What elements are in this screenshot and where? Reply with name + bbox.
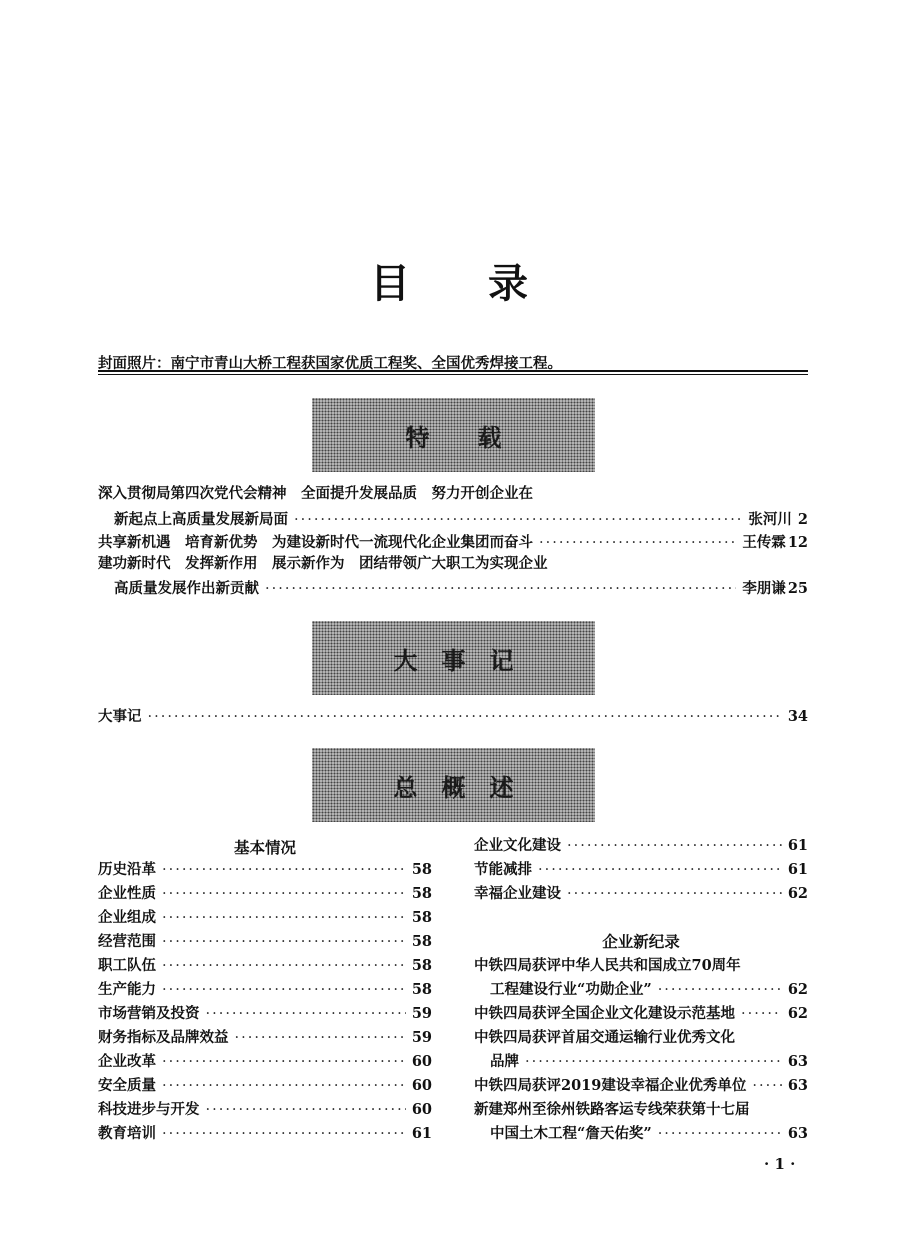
leader-dots	[658, 982, 782, 998]
toc-list-right-top	[474, 834, 808, 906]
toc-entry[interactable]	[98, 1122, 432, 1146]
toc-entry[interactable]	[98, 858, 432, 882]
toc-entry-page: 61	[787, 861, 808, 878]
toc-entry-label: 职工队伍	[98, 957, 156, 974]
leader-dots	[162, 862, 406, 878]
toc-entry-page: 63	[787, 1077, 808, 1094]
toc-entry-label: 财务指标及品牌效益	[98, 1029, 229, 1046]
divider	[98, 370, 808, 372]
leader-dots	[525, 1054, 782, 1070]
toc-entry[interactable]	[474, 882, 808, 906]
toc-entry-page: 58	[411, 981, 432, 998]
toc-list-left	[98, 858, 432, 1146]
page-title: 目录	[370, 260, 606, 307]
toc-entry-page: 60	[411, 1101, 432, 1118]
toc-entry[interactable]	[98, 1002, 432, 1026]
toc-entry-label: 经营范围	[98, 933, 156, 950]
toc-entry-label: 企业性质	[98, 885, 156, 902]
toc-entry-label: 新起点上高质量发展新局面	[114, 511, 288, 528]
leader-dots	[567, 886, 782, 902]
toc-entry-page: 34	[787, 708, 808, 725]
toc-entry-label: 生产能力	[98, 981, 156, 998]
toc-entry-page: 12	[787, 534, 808, 551]
toc-entry-label: 工程建设行业“功勋企业”	[490, 981, 652, 998]
toc-entry[interactable]	[114, 508, 808, 532]
leader-dots	[162, 982, 406, 998]
leader-dots	[235, 1030, 406, 1046]
leader-dots	[265, 581, 736, 597]
toc-entry[interactable]	[474, 1074, 808, 1098]
leader-dots	[752, 1078, 781, 1094]
leader-dots	[162, 1126, 406, 1142]
toc-entry-label: 企业改革	[98, 1053, 156, 1070]
toc-entry-author: 李朋谦	[742, 580, 786, 597]
toc-entry[interactable]	[98, 705, 808, 729]
toc-entry[interactable]	[474, 834, 808, 858]
toc-entry[interactable]	[114, 577, 808, 601]
cover-caption: 封面照片：南宁市青山大桥工程获国家优质工程奖、全国优秀焊接工程。	[98, 355, 562, 372]
column-heading: 基本情况	[233, 838, 296, 857]
toc-entry-line[interactable]: 中铁四局获评中华人民共和国成立70周年	[474, 957, 741, 974]
toc-entry-page: 59	[411, 1029, 432, 1046]
leader-dots	[162, 886, 406, 902]
section-title: 特 载	[405, 422, 502, 452]
toc-entry-page: 61	[787, 837, 808, 854]
section-title: 总 概 述	[393, 772, 514, 802]
toc-entry-page: 61	[411, 1125, 432, 1142]
toc-entry-label: 中铁四局获评全国企业文化建设示范基地	[474, 1005, 735, 1022]
toc-entry-page: 59	[411, 1005, 432, 1022]
toc-entry-line[interactable]: 新建郑州至徐州铁路客运专线荣获第十七届	[474, 1101, 750, 1118]
toc-entry-line[interactable]: 建功新时代 发挥新作用 展示新作为 团结带领广大职工为实现企业	[98, 555, 548, 572]
leader-dots	[206, 1102, 406, 1118]
toc-entry[interactable]	[98, 1050, 432, 1074]
toc-entry[interactable]	[98, 1026, 432, 1050]
toc-entry-line[interactable]: 深入贯彻局第四次党代会精神 全面提升发展品质 努力开创企业在	[98, 485, 533, 502]
leader-dots	[148, 709, 782, 725]
leader-dots	[162, 958, 406, 974]
toc-entry-page: 63	[787, 1053, 808, 1070]
toc-entry-label: 历史沿革	[98, 861, 156, 878]
toc-entry-label: 中铁四局获评2019建设幸福企业优秀单位	[474, 1077, 747, 1094]
toc-entry-line[interactable]: 中铁四局获评首届交通运输行业优秀文化	[474, 1029, 735, 1046]
toc-entry-page: 25	[787, 580, 808, 597]
leader-dots	[162, 1078, 406, 1094]
toc-entry-label: 品牌	[490, 1053, 519, 1070]
toc-entry[interactable]	[98, 954, 432, 978]
toc-entry-page: 58	[411, 909, 432, 926]
toc-entry-label: 科技进步与开发	[98, 1101, 200, 1118]
toc-entry-page: 58	[411, 861, 432, 878]
toc-entry[interactable]	[490, 978, 808, 1002]
toc-entry-page: 60	[411, 1053, 432, 1070]
toc-entry[interactable]	[98, 978, 432, 1002]
leader-dots	[162, 1054, 406, 1070]
leader-dots	[162, 910, 406, 926]
section-banner-special	[312, 398, 595, 472]
toc-entry-label: 节能减排	[474, 861, 532, 878]
leader-dots	[567, 838, 782, 854]
toc-entry-label: 幸福企业建设	[474, 885, 561, 902]
leader-dots	[162, 934, 406, 950]
toc-entry[interactable]	[98, 906, 432, 930]
section-title: 大 事 记	[393, 645, 514, 675]
toc-entry-page: 62	[787, 1005, 808, 1022]
leader-dots	[658, 1126, 782, 1142]
leader-dots	[538, 862, 782, 878]
toc-entry-page: 58	[411, 957, 432, 974]
leader-dots	[294, 512, 742, 528]
toc-entry-label: 中国土木工程“詹天佑奖”	[490, 1125, 652, 1142]
toc-entry[interactable]	[98, 930, 432, 954]
toc-list-right-records	[474, 954, 808, 1146]
toc-entry-label: 高质量发展作出新贡献	[114, 580, 259, 597]
toc-entry-page: 58	[411, 933, 432, 950]
column-heading: 企业新纪录	[602, 932, 680, 951]
toc-entry-page: 58	[411, 885, 432, 902]
leader-dots	[741, 1006, 782, 1022]
toc-entry-label: 共享新机遇 培育新优势 为建设新时代一流现代化企业集团而奋斗	[98, 534, 533, 551]
section-banner-overview	[312, 748, 595, 822]
leader-dots	[206, 1006, 406, 1022]
toc-entry-author: 王传霖	[742, 534, 786, 551]
toc-entry[interactable]	[490, 1050, 808, 1074]
leader-dots	[539, 535, 736, 551]
divider	[98, 374, 808, 375]
page-number: · 1 ·	[764, 1155, 796, 1173]
toc-entry-label: 安全质量	[98, 1077, 156, 1094]
toc-entry-page: 62	[787, 981, 808, 998]
toc-entry-page: 60	[411, 1077, 432, 1094]
toc-entry-page: 2	[797, 511, 808, 528]
toc-entry[interactable]	[98, 1098, 432, 1122]
toc-entry[interactable]	[474, 1002, 808, 1026]
toc-entry-author: 张河川	[748, 511, 792, 528]
toc-entry-page: 63	[787, 1125, 808, 1142]
toc-entry-label: 教育培训	[98, 1125, 156, 1142]
toc-entry-label: 市场营销及投资	[98, 1005, 200, 1022]
toc-entry-page: 62	[787, 885, 808, 902]
toc-entry-label: 企业文化建设	[474, 837, 561, 854]
section-banner-events	[312, 621, 595, 695]
toc-entry[interactable]	[490, 1122, 808, 1146]
toc-entry[interactable]	[474, 858, 808, 882]
toc-entry-label: 大事记	[98, 708, 142, 725]
toc-entry-label: 企业组成	[98, 909, 156, 926]
toc-entry[interactable]	[98, 1074, 432, 1098]
toc-entry[interactable]	[98, 882, 432, 906]
